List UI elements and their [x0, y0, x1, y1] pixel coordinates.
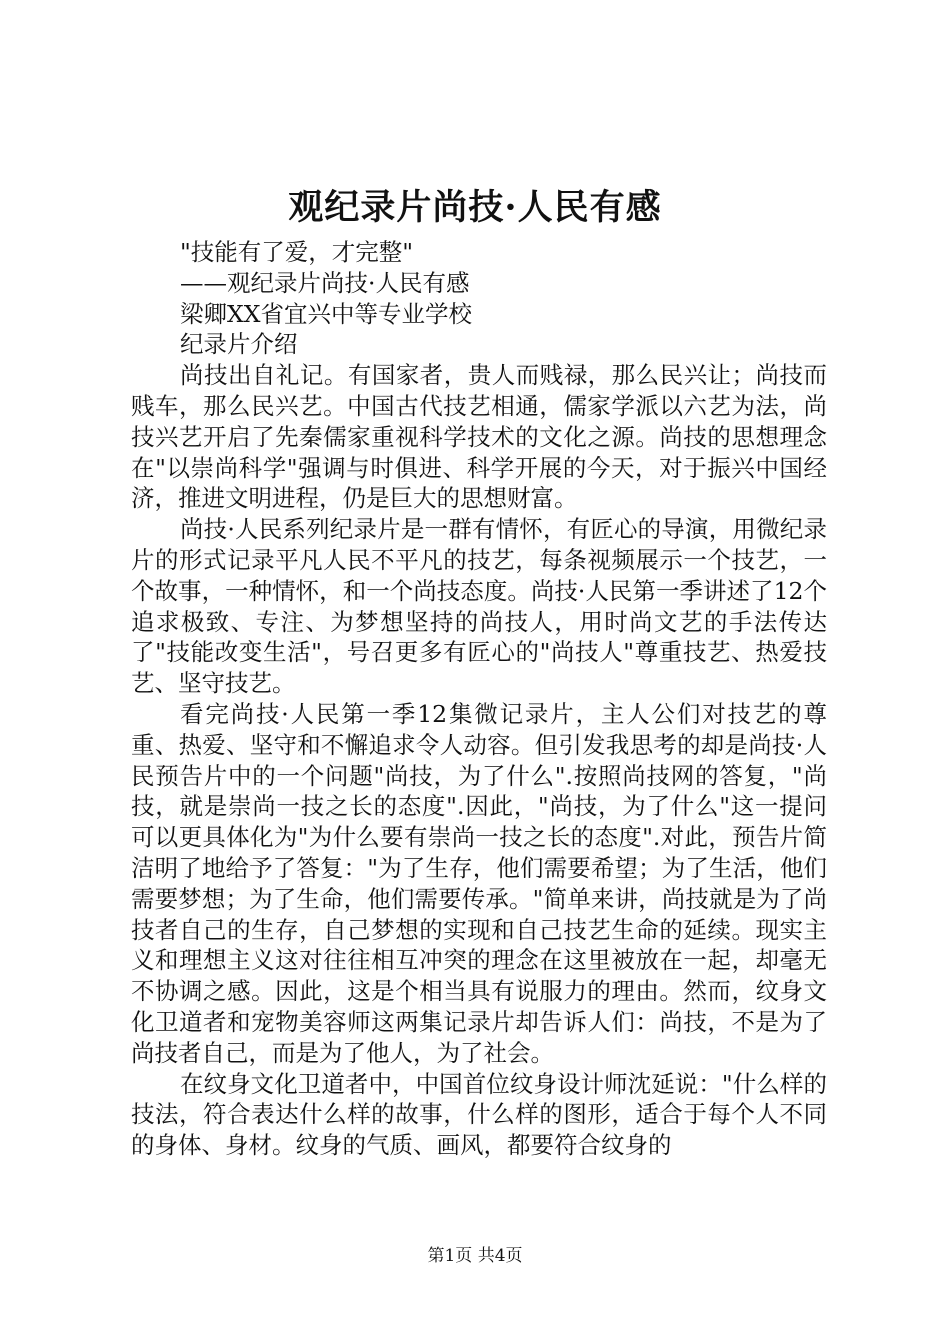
- body-paragraph: 在纹身文化卫道者中，中国首位纹身设计师沈延说："什么样的技法，符合表达什么样的故事，什么样的图形，适合于每个人不同的身体、身材。纹身的气质、画风，都要符合纹身的: [131, 1069, 827, 1160]
- subtitle-line: ——观纪录片尚技·人民有感: [180, 268, 470, 297]
- document-body: [131, 237, 827, 1161]
- body-paragraph: 尚技出自礼记。有国家者，贵人而贱禄，那么民兴让；尚技而贱车，那么民兴艺。中国古代技艺相通，儒家学派以六艺为法，尚技兴艺开启了先秦儒家重视科学技术的文化之源。尚技的思想理念在"以崇尚科学"强调与时俱进、科学开展的今天，对于振兴中国经济，推进文明进程，仍是巨大的思想财富。: [131, 361, 827, 513]
- section-heading: 纪录片介绍: [180, 330, 298, 359]
- author-line: 梁卿XX省宜兴中等专业学校: [180, 299, 472, 328]
- subtitle-quote: "技能有了爱，才完整": [180, 238, 414, 266]
- body-paragraph: 看完尚技·人民第一季12集微记录片，主人公们对技艺的尊重、热爱、坚守和不懈追求令人动容。但引发我思考的却是尚技·人民预告片中的一个问题"尚技，为了什么".按照尚技网的答复，"尚技，就是崇尚一技之长的态度".因此，"尚技，为了什么"这一提问可以更具体化为"为什么要有崇尚一技之长的态度".对此，预告片简洁明了地给予了答复："为了生存，他们需要希望；为了生活，他们需要梦想；为了生命，他们需要传承。"简单来讲，尚技就是为了尚技者自己的生存，自己梦想的实现和自己技艺生命的延续。现实主义和理想主义这对往往相互冲突的理念在这里被放在一起，却毫无不协调之感。因此，这是个相当具有说服力的理由。然而，纹身文化卫道者和宠物美容师这两集记录片却告诉人们：尚技，不是为了尚技者自己，而是为了他人，为了社会。: [131, 699, 827, 1067]
- page-footer: 第1页 共4页: [427, 1246, 523, 1266]
- body-paragraph: 尚技·人民系列纪录片是一群有情怀，有匠心的导演，用微纪录片的形式记录平凡人民不平凡的技艺，每条视频展示一个技艺，一个故事，一种情怀，和一个尚技态度。尚技·人民第一季讲述了12个追求极致、专注、为梦想坚持的尚技人，用时尚文艺的手法传达了"技能改变生活"，号召更多有匠心的"尚技人"尊重技艺、热爱技艺、坚守技艺。: [131, 515, 827, 698]
- document-title: 观纪录片尚技·人民有感: [288, 187, 662, 228]
